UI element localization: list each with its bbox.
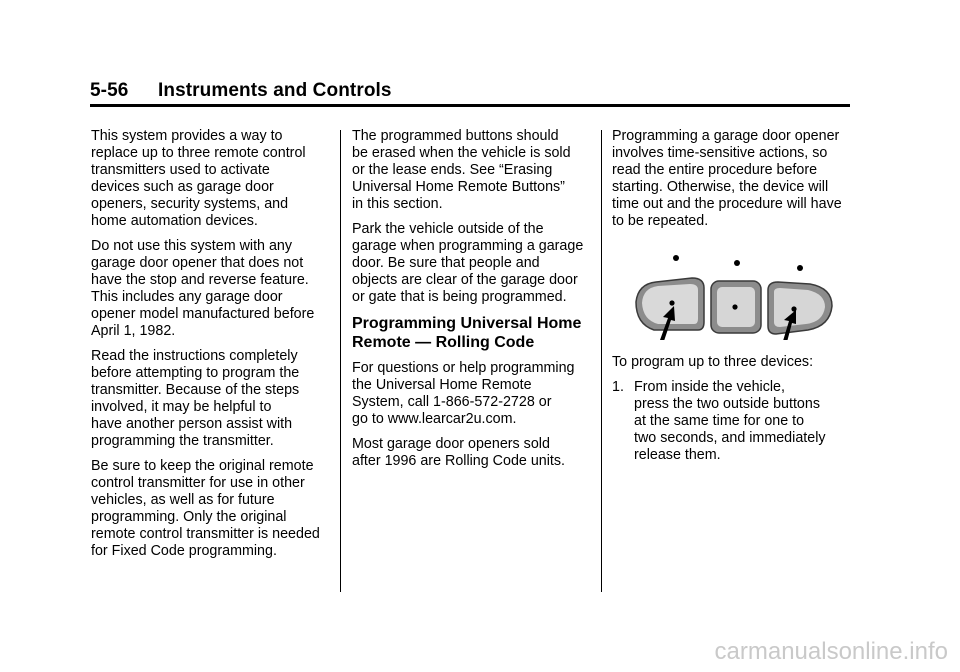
paragraph: Do not use this system with any garage door opener that does not have the stop and reverse feature. This includes any garage door opener model manufactured before April 1, 1982. — [91, 238, 315, 339]
paragraph: Programming a garage door opener involves time-sensitive actions, so read the entire procedure before starting. Otherwise, the device will time out and the procedure will have to be repeated. — [612, 128, 842, 229]
paragraph: Park the vehicle outside of the garage when programming a garage door. Be sure that people and objects are clear of the garage door or gate that is being programmed. — [352, 221, 584, 305]
right-button — [768, 282, 832, 334]
indicator-light-1 — [673, 255, 679, 261]
header-rule — [90, 104, 850, 107]
page-header — [90, 80, 392, 102]
home-remote-buttons-illustration — [628, 240, 838, 340]
paragraph: Be sure to keep the original remote control transmitter for use in other vehicles, as well as for future programming. Only the original remote control transmitter is needed for Fixed Code programming. — [91, 458, 320, 559]
column-1 — [91, 128, 336, 568]
step-text: From inside the vehicle, press the two outside buttons at the same time for one to two seconds, and immediately release them. — [634, 379, 826, 463]
indicator-light-3 — [797, 265, 803, 271]
section-title: Instruments and Controls — [158, 80, 392, 101]
step-number: 1. — [612, 379, 624, 395]
paragraph: To program up to three devices: — [612, 354, 814, 370]
watermark: carmanualsonline.info — [714, 638, 948, 665]
paragraph: For questions or help programming the Universal Home Remote System, call 1-866-572-2728 or go to www.learcar2u.com. — [352, 360, 575, 427]
column-divider — [340, 130, 341, 592]
numbered-step — [612, 379, 862, 464]
section-heading: Programming Universal Home Remote — Rolling Code — [352, 315, 582, 351]
middle-button — [711, 281, 761, 333]
paragraph: Most garage door openers sold after 1996 are Rolling Code units. — [352, 436, 565, 469]
paragraph: This system provides a way to replace up to three remote control transmitters used to activate devices such as garage door openers, security systems, and home automation devices. — [91, 128, 306, 229]
indicator-light-2 — [734, 260, 740, 266]
column-divider — [601, 130, 602, 592]
page-number: 5-56 — [90, 80, 129, 101]
paragraph: The programmed buttons should be erased when the vehicle is sold or the lease ends. See “Erasing Universal Home Remote Buttons” in this section. — [352, 128, 571, 212]
column-2 — [352, 128, 597, 478]
paragraph: Read the instructions completely before attempting to program the transmitter. Because of the steps involved, it may be helpful to have another person assist with programming the transmitter. — [91, 348, 300, 449]
column-3 — [612, 128, 862, 464]
